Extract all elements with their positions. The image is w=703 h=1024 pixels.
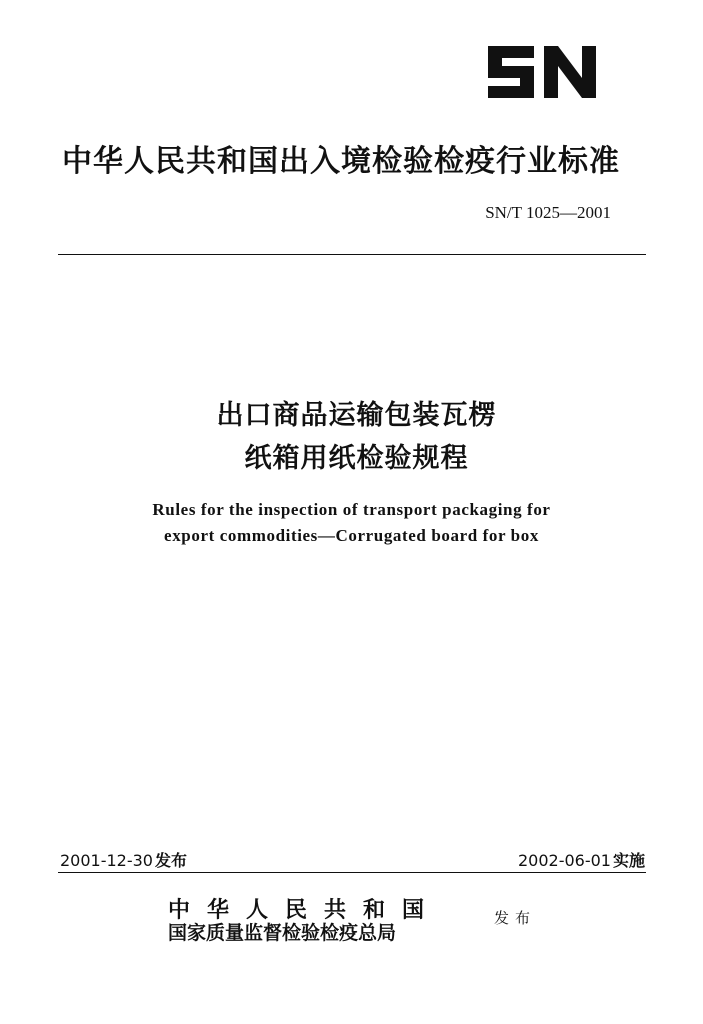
implement-label: 实施 <box>612 851 645 870</box>
implement-date-block <box>518 848 645 871</box>
sn-logo-mark <box>482 42 600 102</box>
issuer-line1: 中华人民共和国 <box>168 897 442 923</box>
title-cn-line2: 纸箱用纸检验规程 <box>244 443 469 474</box>
issuer-line2: 国家质量监督检验检疫总局 <box>168 922 397 944</box>
publish-label: 发布 <box>494 909 537 927</box>
standard-number: SN/T 1025—2001 <box>485 203 611 222</box>
title-cn-line1: 出口商品运输包装瓦楞 <box>216 400 497 431</box>
bottom-divider <box>58 872 646 873</box>
issue-label: 发布 <box>154 851 187 870</box>
issue-date-block <box>60 848 187 871</box>
issue-date: 2001-12-30 <box>60 851 153 870</box>
title-en-line2: export commodities—Corrugated board for box <box>164 526 539 545</box>
implement-date: 2002-06-01 <box>518 851 611 870</box>
title-en-line1: Rules for the inspection of transport packaging for <box>152 500 551 519</box>
sn-logo <box>482 42 600 102</box>
issuer-block <box>168 898 441 944</box>
organization-title: 中华人民共和国出入境检验检疫行业标准 <box>62 144 620 179</box>
top-divider <box>58 254 646 255</box>
